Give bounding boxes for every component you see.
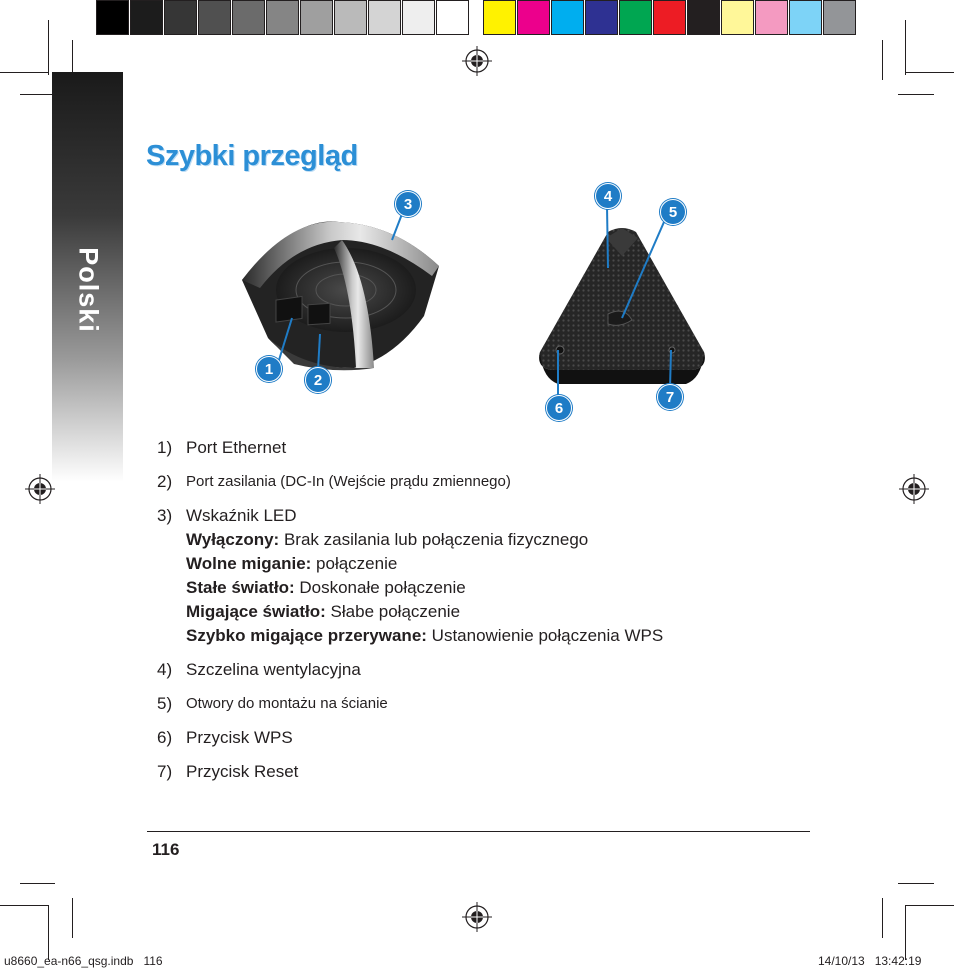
- item-number: 6): [157, 728, 173, 747]
- item-number: 4): [157, 660, 173, 679]
- page-title: Szybki przegląd: [146, 140, 358, 172]
- slug-file-info: u8660_ea-n66_qsg.indb 116: [4, 954, 163, 968]
- led-detail: [186, 528, 777, 552]
- led-detail-label: Wyłączony:: [186, 530, 280, 549]
- list-item: [157, 436, 777, 460]
- led-detail-text: Słabe połączenie: [325, 602, 461, 621]
- item-text: Wskaźnik LED: [186, 506, 297, 525]
- callout-badge-6: 6: [546, 395, 572, 421]
- led-detail: [186, 624, 777, 648]
- item-body: [186, 504, 777, 648]
- led-detail: [186, 552, 777, 576]
- item-text: Przycisk Reset: [186, 762, 299, 781]
- callout-badge-3: 3: [395, 191, 421, 217]
- led-detail-text: Ustanowienie połączenia WPS: [426, 626, 664, 645]
- led-detail-label: Migające światło:: [186, 602, 326, 621]
- list-item: [157, 692, 777, 716]
- item-text: Port Ethernet: [186, 438, 287, 457]
- list-item: [157, 470, 777, 494]
- callout-badge-5: 5: [660, 199, 686, 225]
- led-detail-text: Doskonałe połączenie: [294, 578, 466, 597]
- item-text: Otwory do montażu na ścianie: [186, 695, 388, 712]
- list-item: [157, 760, 777, 784]
- item-number: 7): [157, 762, 173, 781]
- page-number: 116: [152, 840, 180, 859]
- led-detail-label: Stałe światło:: [186, 578, 295, 597]
- led-detail-label: Szybko migające przerywane:: [186, 626, 427, 645]
- callout-badge-7: 7: [657, 384, 683, 410]
- item-text: Przycisk WPS: [186, 728, 293, 747]
- list-item: [157, 726, 777, 750]
- item-number: 2): [157, 472, 173, 491]
- item-text: Port zasilania (DC-In (Wejście prądu zmiennego): [186, 473, 511, 490]
- slug-timestamp: 14/10/13 13:42:19: [818, 954, 922, 968]
- item-number: 5): [157, 694, 173, 713]
- led-detail: [186, 600, 777, 624]
- callout-badge-2: 2: [305, 367, 331, 393]
- led-detail-label: Wolne miganie:: [186, 554, 312, 573]
- item-number: 3): [157, 506, 173, 525]
- led-detail-text: Brak zasilania lub połączenia fizycznego: [279, 530, 589, 549]
- list-item: [157, 658, 777, 682]
- component-list: [157, 436, 777, 784]
- footer-rule: [147, 831, 810, 832]
- led-detail: [186, 576, 777, 600]
- item-text: Szczelina wentylacyjna: [186, 660, 361, 679]
- led-detail-text: połączenie: [311, 554, 398, 573]
- callout-badge-4: 4: [595, 183, 621, 209]
- item-number: 1): [157, 438, 173, 457]
- callout-badge-1: 1: [256, 356, 282, 382]
- side-tab-label: Polski: [73, 247, 104, 333]
- list-item: [157, 504, 777, 648]
